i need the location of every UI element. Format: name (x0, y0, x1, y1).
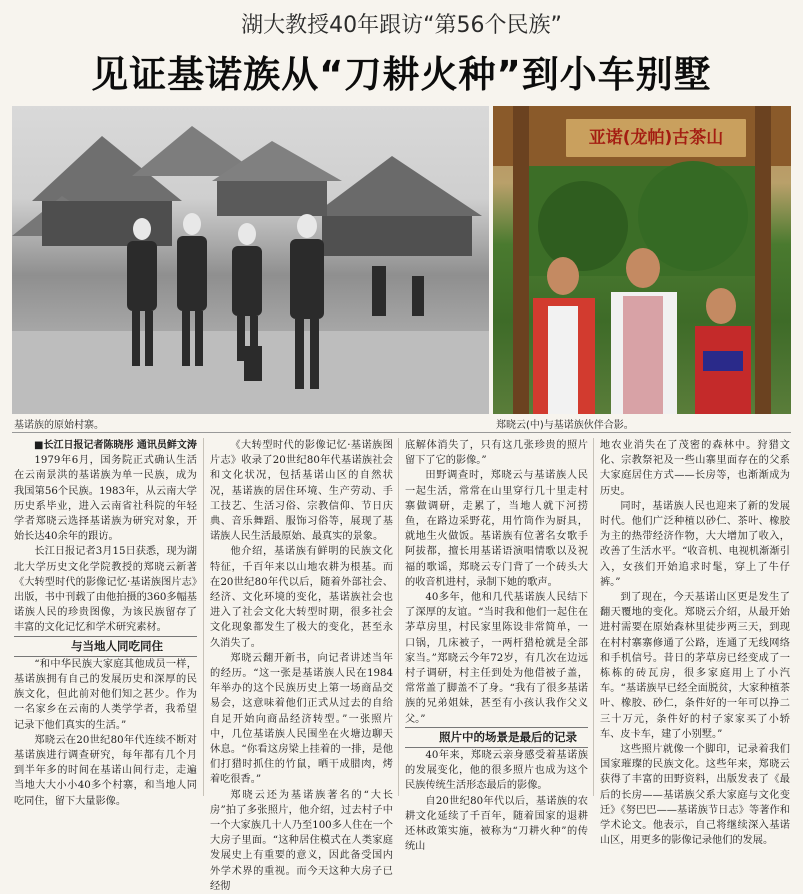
tea-mountain-sign: 亚诺(龙帕)古茶山 (563, 116, 749, 160)
column-divider (203, 438, 204, 796)
article-column-1 (14, 438, 197, 809)
section-heading: 照片中的场景是最后的记录 (405, 727, 588, 748)
paragraph: 田野调查时，郑晓云与基诺族人民一起生活，常常在山里穿行几十里走村寨做调研，走累了，当地人就下河捞鱼，在路边采野花，用竹筒作为厨具，就地生火做饭。基诺族有位著名女歌手阿拔都，擅长用基诺语演唱情歌以及祝福的歌谣，郑晓云专门背了一个砖头大的收音机进村，录制下她的歌声。 (405, 470, 588, 588)
left-photo-caption: 基诺族的原始村寨。 (14, 420, 104, 431)
subtitle: 湖大教授40年跟访“第56个民族” (241, 13, 562, 38)
column-divider (398, 438, 399, 796)
column-divider (593, 438, 594, 796)
headline: 见证基诺族从“刀耕火种”到小车别墅 (91, 53, 712, 96)
article-column-2 (210, 438, 393, 894)
paragraph: 自20世纪80年代以后，基诺族的农耕文化延续了千百年，随着国家的退耕还林政策实施，被称为“刀耕火种”的传统山 (405, 795, 588, 853)
right-photo-caption: 郑晓云(中)与基诺族伙伴合影。 (496, 420, 634, 431)
paragraph: 底解体消失了，只有这几张珍贵的照片留下了它的影像。” (405, 440, 588, 467)
paragraph: 同时，基诺族人民也迎来了新的发展时代。他们广泛种植以砂仁、茶叶、橡胶为主的热带经济作物，大大增加了收入，改善了生活水平。“收音机、电视机渐渐引入，女孩们开始追求时髦，穿上了牛仔裤。” (600, 500, 790, 588)
article-column-3 (405, 438, 588, 854)
paragraph: 《大转型时代的影像记忆·基诺族图片志》收录了20世纪80年代基诺族社会和文化状况，包括基诺山区的自然状况，基诺族的居住环境、生产劳动、手工技艺、生活习俗、宗教信仰、节日庆典、音乐舞蹈、服饰习俗等，展现了基诺族人民生活最原始、最真实的景象。 (210, 440, 393, 543)
paragraph: 40年来，郑晓云亲身感受着基诺族的发展变化，他的很多照片也成为这个民族传统生活形态最后的影像。 (405, 750, 588, 792)
paragraph: 40多年，他和几代基诺族人民结下了深厚的友谊。“当时我和他们一起住在茅草房里，村民家里陈设非常简单，一口锅，几床被子，一两杆猎枪就是全部家当。”郑晓云今年72岁，有几次在边远村子调研，村主任到处为他借被子盖，常常盖了脚盖不了身。“我有了很多基诺族的兄弟姐妹，甚至有小孩认我作父义父。” (405, 592, 588, 725)
paragraph: “和中华民族大家庭其他成员一样，基诺族拥有自己的发展历史和深厚的民族文化，但此前对他们知之甚少。作为一名家乡在云南的人类学学者，我希望记录下他们真实的生活。” (14, 658, 197, 731)
paragraph: 到了现在，今天基诺山区更是发生了翻天覆地的变化。郑晓云介绍，从最开始进村需要在原始森林里徒步两三天，到现在村村寨寨修通了公路，连通了无线网络和手机信号。昔日的茅草房已经变成了一栋栋的砖瓦房，很多家庭用上了小汽车。“基诺族早已经全面脱贫，大家种植茶叶、橡胶、砂仁，条件好的一年可以挣二三十万元，条件好的村子家家买了小轿车、皮卡车，建了小别墅。” (600, 592, 790, 740)
paragraph: 郑晓云还为基诺族著名的“大长房”拍了多张照片，他介绍，过去村子中一个大家族几十人乃至100多人住在一个大房子里面。“这种居住模式在人类家庭发展史上有重要的意义，因此备受国内外学术界的重视。而今天这种大房子已经彻 (210, 789, 393, 892)
paragraph: 地农业消失在了茂密的森林中。狩猎文化、宗教祭祀及一些山寨里面存在的父系大家庭居住方式——长房等，也渐渐成为历史。 (600, 440, 790, 497)
paragraph: 郑晓云在20世纪80年代连续不断对基诺族进行调查研究，每年都有几个月到半年多的时间在基诺山间行走，走遍当地大大小小40多个村寨，和当地人同吃同住，留下大量影像。 (14, 734, 197, 807)
paragraph: 1979年6月，国务院正式确认生活在云南景洪的基诺族为单一民族，成为我国第56个民族。1983年，从云南大学历史系毕业，进入云南省社科院的年轻学者郑晓云选择基诺族为研究对象，开始长达40余年的跟访。 (14, 455, 197, 543)
village-photo (12, 106, 489, 414)
paragraph: 这些照片就像一个脚印，记录着我们国家璀璨的民族文化。这些年来，郑晓云获得了丰富的田野资料，出版发表了《最后的长房——基诺族父系大家庭与文化变迁》《努巴巴——基诺族节日志》等著作和学术论文。他表示，自己将继续深入基诺山区，用更多的影像记录他们的发展。 (600, 744, 790, 847)
section-heading: 与当地人同吃同住 (14, 636, 197, 657)
paragraph: 长江日报记者3月15日获悉，现为湖北大学历史文化学院教授的郑晓云新著《大转型时代的影像记忆·基诺族图片志》出版，书中刊载了由他拍摄的360多幅基诺族人民的珍贵图像，为该民族留存了丰富的文化记忆和学术研究素材。 (14, 546, 197, 634)
paragraph: 他介绍，基诺族有鲜明的民族文化特征，千百年来以山地农耕为根基。而在20世纪80年代以后，随着外部社会、经济、文化环境的变化，基诺族社会也进入了社会文化大转型时期，很多社会文化现象都发生了极大的变化，甚至永久消失了。 (210, 546, 393, 649)
byline: ■长江日报记者陈晓彤 通讯员鲜文涛 (34, 440, 197, 451)
article-column-4 (600, 438, 790, 848)
group-photo (493, 106, 791, 414)
paragraph: 郑晓云翻开新书，向记者讲述当年的经历。“这一张是基诺族人民在1984年举办的这个民族历史上第一场商品交易会，这意味着他们正式从过去的自给自足开始向商品经济转型。”一张照片中，几位基诺族人民围坐在火塘边聊天休息。“你看这房梁上挂着的一排，是他们打猎时抓住的竹鼠，晒干成腊肉，烤着吃很香。” (210, 652, 393, 786)
divider (12, 432, 791, 433)
